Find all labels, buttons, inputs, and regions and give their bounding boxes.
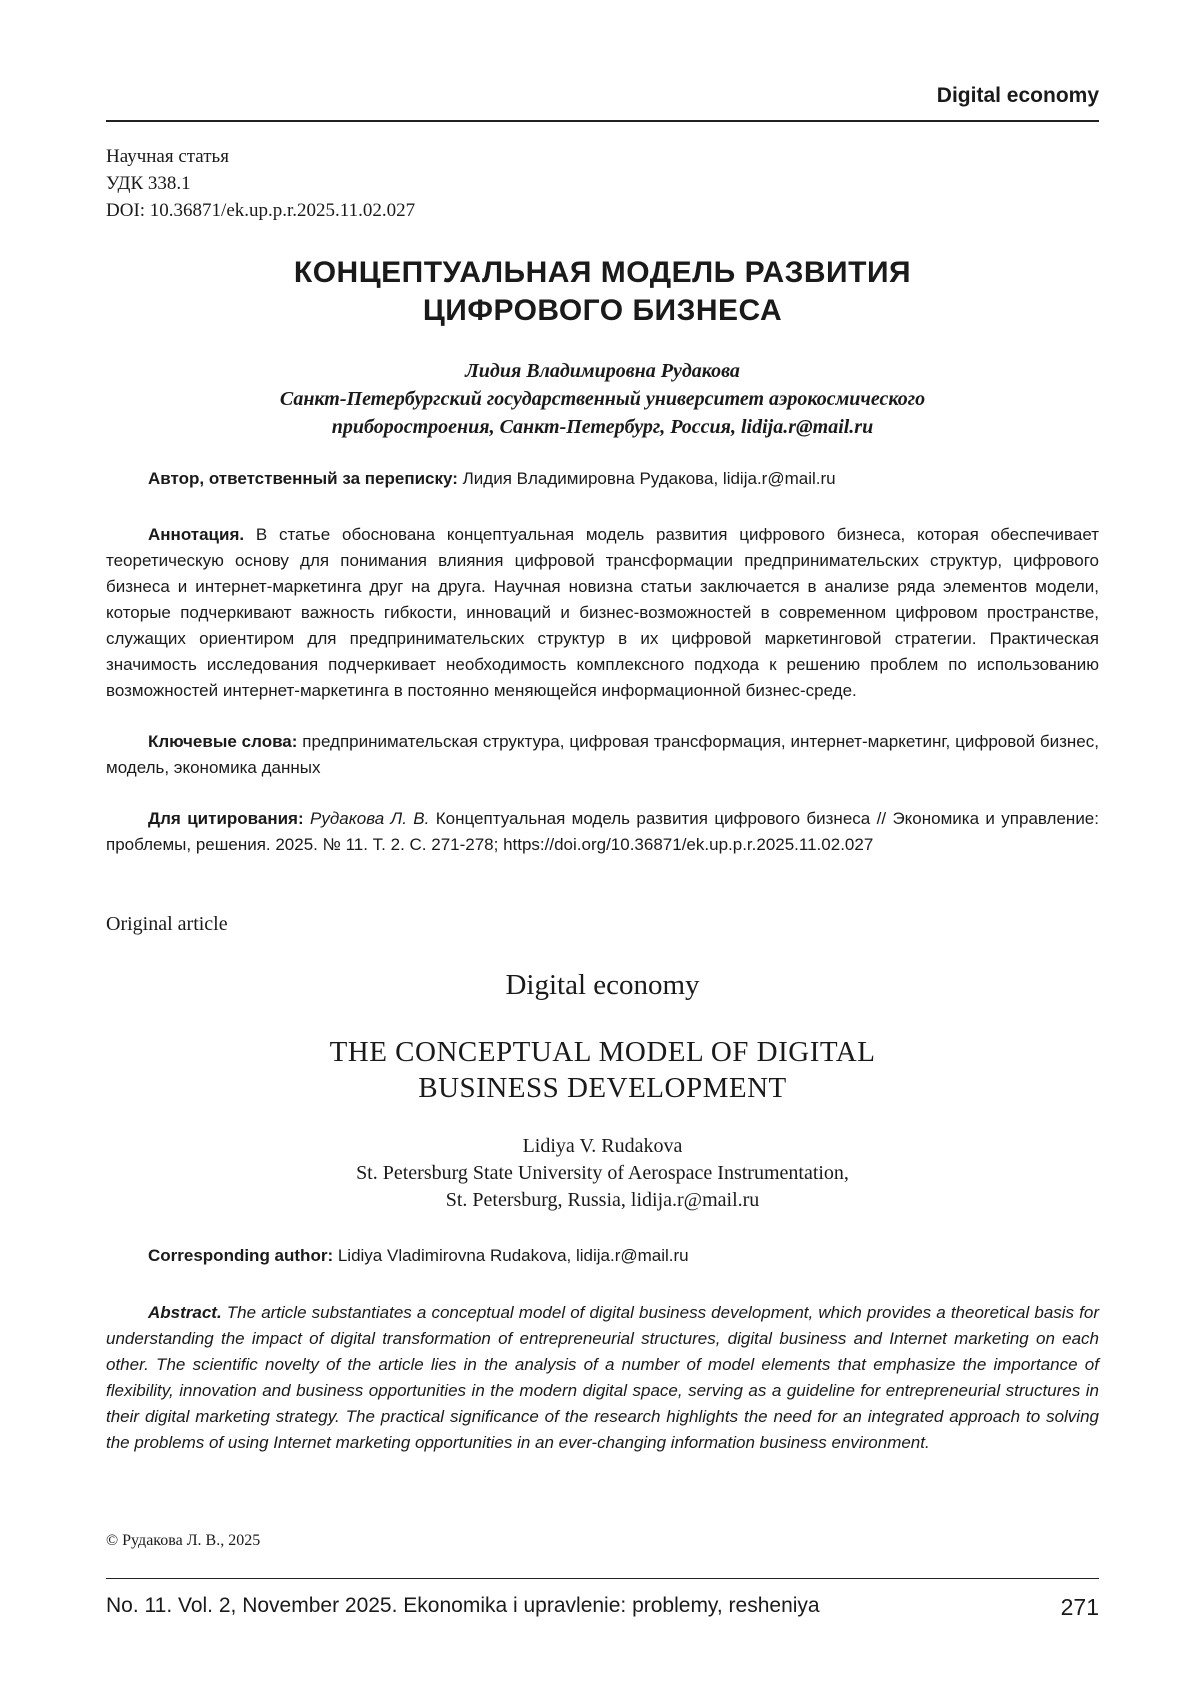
en-title	[106, 1034, 1099, 1106]
ru-keywords-text: предпринимательская структура, цифровая трансформация, интернет-маркетинг, цифровой бизнес, модель, экономика данных	[106, 732, 1099, 777]
header-divider	[106, 120, 1099, 122]
doi: DOI: 10.36871/ek.up.p.r.2025.11.02.027	[106, 197, 415, 224]
en-abstract-label: Abstract.	[148, 1303, 222, 1322]
ru-title-line-2: ЦИФРОВОГО БИЗНЕСА	[106, 292, 1099, 330]
ru-affiliation-line-2: приборостроения, Санкт-Петербург, Россия, lidija.r@mail.ru	[106, 413, 1099, 441]
en-title-line-1: THE CONCEPTUAL MODEL OF DIGITAL	[106, 1034, 1099, 1070]
ru-keywords-label: Ключевые слова:	[148, 732, 297, 751]
ru-keywords	[106, 729, 1099, 781]
ru-citation-label: Для цитирования:	[148, 809, 304, 828]
en-corr-label: Corresponding author:	[148, 1246, 333, 1265]
ru-title-line-1: КОНЦЕПТУАЛЬНАЯ МОДЕЛЬ РАЗВИТИЯ	[106, 254, 1099, 292]
footer-divider	[106, 1578, 1099, 1579]
en-author-name: Lidiya V. Rudakova	[106, 1133, 1099, 1160]
copyright-note: © Рудакова Л. В., 2025	[106, 1532, 260, 1550]
ru-citation	[106, 806, 1099, 858]
footer-journal-info: No. 11. Vol. 2, November 2025. Ekonomika i upravlenie: problemy, resheniya	[106, 1594, 820, 1618]
ru-corr-label: Автор, ответственный за переписку:	[148, 469, 458, 488]
en-affiliation-line-1: St. Petersburg State University of Aerospace Instrumentation,	[106, 1160, 1099, 1187]
article-type: Научная статья	[106, 143, 415, 170]
ru-abstract-text: В статье обоснована концептуальная модель развития цифрового бизнеса, которая обеспечивает теоретическую основу для понимания влияния цифровой трансформации предпринимательских структур, цифрового бизнеса и интернет-маркетинга друг на друга. Научная новизна статьи заключается в анализе ряда элементов модели, которые подчеркивают важность гибкости, инноваций и бизнес-возможностей в современном цифровом пространстве, служащих ориентиром для предпринимательских структур в их цифровой маркетинговой стратегии. Практическая значимость исследования подчеркивает необходимость комплексного подхода к решению проблем по использованию возможностей интернет-маркетинга в постоянно меняющейся информационной бизнес-среде.	[106, 525, 1099, 700]
udk-code: УДК 338.1	[106, 170, 415, 197]
ru-abstract-label: Аннотация.	[148, 525, 244, 544]
ru-abstract	[106, 522, 1099, 704]
en-affiliation-line-2: St. Petersburg, Russia, lidija.r@mail.ru	[106, 1187, 1099, 1214]
en-section-title: Digital economy	[106, 969, 1099, 1002]
ru-corresponding-author	[148, 469, 836, 489]
en-corr-value: Lidiya Vladimirovna Rudakova, lidija.r@mail.ru	[338, 1246, 689, 1265]
ru-corr-value: Лидия Владимировна Рудакова, lidija.r@mail.ru	[463, 469, 836, 488]
ru-citation-author: Рудакова Л. В.	[310, 809, 429, 828]
ru-citation-text: Концептуальная модель развития цифрового бизнеса // Экономика и управление: проблемы, решения. 2025. № 11. Т. 2. С. 271-278; https://doi.org/10.36871/ek.up.p.r.2025.11.02.027	[106, 809, 1099, 854]
ru-affiliation-line-1: Санкт-Петербургский государственный университет аэрокосмического	[106, 385, 1099, 413]
en-abstract	[106, 1300, 1099, 1456]
en-author-block	[106, 1133, 1099, 1214]
en-article-type: Original article	[106, 913, 228, 936]
en-corresponding-author	[148, 1246, 689, 1266]
article-page	[0, 0, 1200, 1698]
ru-author-block	[106, 357, 1099, 441]
ru-author-name: Лидия Владимировна Рудакова	[106, 357, 1099, 385]
running-header-section: Digital economy	[106, 84, 1099, 108]
en-title-line-2: BUSINESS DEVELOPMENT	[106, 1070, 1099, 1106]
en-abstract-text: The article substantiates a conceptual model of digital business development, which provides a theoretical basis for understanding the impact of digital transformation of entrepreneurial structures, digital business and Internet marketing on each other. The scientific novelty of the article lies in the analysis of a number of model elements that emphasize the importance of flexibility, innovation and business opportunities in the modern digital space, serving as a guideline for entrepreneurial structures in their digital marketing strategy. The practical significance of the research highlights the need for an integrated approach to solving the problems of using Internet marketing opportunities in an ever-changing information business environment.	[106, 1303, 1099, 1452]
page-number: 271	[900, 1594, 1099, 1621]
article-meta	[106, 143, 415, 224]
ru-title	[106, 254, 1099, 330]
